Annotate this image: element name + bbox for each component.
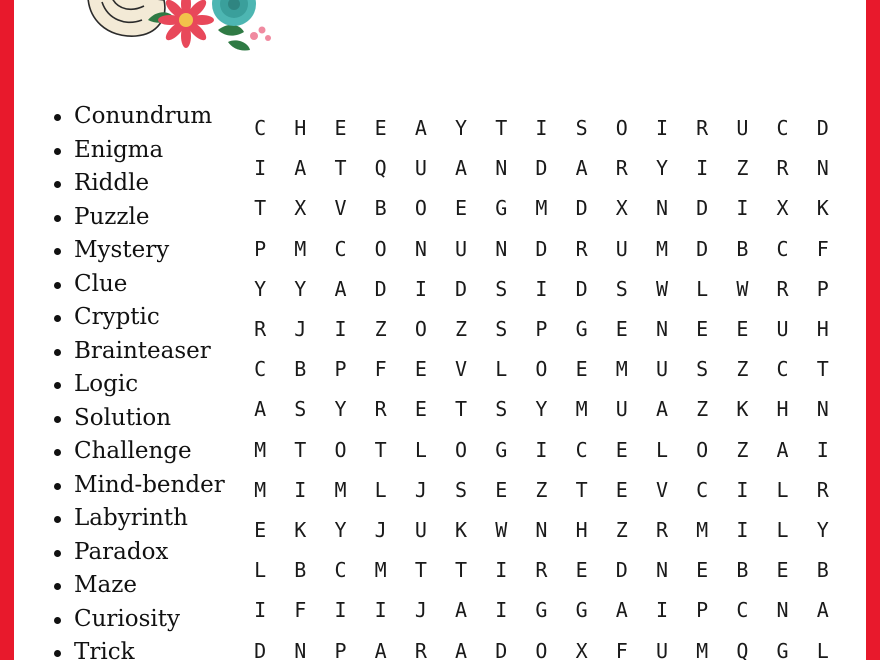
grid-letter[interactable]: A bbox=[776, 437, 789, 462]
grid-letter[interactable]: Y bbox=[254, 276, 267, 301]
grid-letter[interactable]: D bbox=[535, 236, 548, 261]
grid-letter[interactable]: B bbox=[736, 236, 749, 261]
grid-letter[interactable]: C bbox=[254, 116, 267, 141]
grid-letter[interactable]: E bbox=[615, 477, 628, 502]
grid-letter[interactable]: Z bbox=[736, 357, 749, 382]
grid-letter[interactable]: I bbox=[816, 437, 829, 462]
grid-letter[interactable]: F bbox=[294, 598, 307, 623]
grid-letter[interactable]: S bbox=[615, 276, 628, 301]
grid-letter[interactable]: G bbox=[776, 638, 789, 660]
grid-letter[interactable]: N bbox=[655, 558, 668, 583]
grid-letter[interactable]: S bbox=[575, 116, 588, 141]
grid-letter[interactable]: Z bbox=[696, 397, 709, 422]
grid-letter[interactable]: E bbox=[736, 317, 749, 342]
grid-letter[interactable]: B bbox=[736, 558, 749, 583]
grid-letter[interactable]: T bbox=[294, 437, 307, 462]
grid-letter[interactable]: O bbox=[535, 638, 548, 660]
grid-letter[interactable]: B bbox=[816, 558, 829, 583]
grid-letter[interactable]: S bbox=[455, 477, 468, 502]
grid-letter[interactable]: T bbox=[816, 357, 829, 382]
word-list-item: Trick bbox=[52, 636, 225, 660]
grid-letter[interactable]: M bbox=[254, 477, 267, 502]
word-list-item: Mystery bbox=[52, 234, 225, 268]
grid-letter[interactable]: A bbox=[334, 276, 347, 301]
grid-letter[interactable]: I bbox=[495, 558, 508, 583]
grid-letter[interactable]: R bbox=[374, 397, 387, 422]
grid-letter[interactable]: V bbox=[334, 196, 347, 221]
grid-letter[interactable]: J bbox=[294, 317, 307, 342]
grid-letter[interactable]: P bbox=[334, 638, 347, 660]
grid-letter[interactable]: I bbox=[736, 477, 749, 502]
grid-letter[interactable]: A bbox=[254, 397, 267, 422]
grid-letter[interactable]: B bbox=[294, 357, 307, 382]
grid-letter[interactable]: R bbox=[575, 236, 588, 261]
grid-letter[interactable]: E bbox=[334, 116, 347, 141]
grid-letter[interactable]: S bbox=[696, 357, 709, 382]
grid-letter[interactable]: C bbox=[696, 477, 709, 502]
grid-letter[interactable]: H bbox=[575, 517, 588, 542]
grid-letter[interactable]: C bbox=[334, 236, 347, 261]
grid-letter[interactable]: U bbox=[455, 236, 468, 261]
grid-letter[interactable]: X bbox=[776, 196, 789, 221]
grid-letter[interactable]: S bbox=[495, 276, 508, 301]
grid-letter[interactable]: E bbox=[414, 397, 427, 422]
word-list bbox=[52, 100, 225, 660]
grid-letter[interactable]: C bbox=[776, 236, 789, 261]
grid-letter[interactable]: O bbox=[414, 196, 427, 221]
grid-letter[interactable]: I bbox=[294, 477, 307, 502]
word-list-item: Puzzle bbox=[52, 201, 225, 235]
grid-letter[interactable]: R bbox=[696, 116, 709, 141]
word-list-item: Paradox bbox=[52, 536, 225, 570]
grid-letter[interactable]: J bbox=[374, 517, 387, 542]
grid-letter[interactable]: M bbox=[254, 437, 267, 462]
grid-letter[interactable]: O bbox=[414, 317, 427, 342]
word-list-item: Challenge bbox=[52, 435, 225, 469]
grid-letter[interactable]: K bbox=[816, 196, 829, 221]
grid-letter[interactable]: T bbox=[374, 437, 387, 462]
grid-letter[interactable]: D bbox=[374, 276, 387, 301]
grid-letter[interactable]: Q bbox=[736, 638, 749, 660]
grid-letter[interactable]: P bbox=[254, 236, 267, 261]
grid-letter[interactable]: B bbox=[374, 196, 387, 221]
grid-letter[interactable]: D bbox=[615, 558, 628, 583]
word-list-item: Labyrinth bbox=[52, 502, 225, 536]
grid-letter[interactable]: I bbox=[655, 598, 668, 623]
grid-letter[interactable]: L bbox=[776, 517, 789, 542]
grid-letter[interactable]: G bbox=[495, 196, 508, 221]
grid-letter[interactable]: I bbox=[535, 437, 548, 462]
grid-letter[interactable]: X bbox=[575, 638, 588, 660]
grid-letter[interactable]: D bbox=[535, 156, 548, 181]
grid-letter[interactable]: D bbox=[575, 196, 588, 221]
grid-letter[interactable]: E bbox=[575, 558, 588, 583]
grid-letter[interactable]: I bbox=[254, 156, 267, 181]
grid-letter[interactable]: M bbox=[575, 397, 588, 422]
grid-letter[interactable]: U bbox=[615, 236, 628, 261]
grid-letter[interactable]: A bbox=[455, 156, 468, 181]
grid-letter[interactable]: C bbox=[776, 116, 789, 141]
grid-letter[interactable]: I bbox=[495, 598, 508, 623]
grid-letter[interactable]: R bbox=[655, 517, 668, 542]
grid-letter[interactable]: C bbox=[254, 357, 267, 382]
grid-letter[interactable]: I bbox=[535, 116, 548, 141]
grid-letter[interactable]: I bbox=[334, 317, 347, 342]
flower-bouquet-illustration bbox=[78, 0, 278, 60]
grid-letter[interactable]: Y bbox=[816, 517, 829, 542]
grid-letter[interactable]: L bbox=[414, 437, 427, 462]
grid-letter[interactable]: Y bbox=[334, 397, 347, 422]
grid-letter[interactable]: C bbox=[334, 558, 347, 583]
grid-letter[interactable]: M bbox=[655, 236, 668, 261]
grid-letter[interactable]: W bbox=[495, 517, 508, 542]
grid-letter[interactable]: E bbox=[414, 357, 427, 382]
word-list-item: Logic bbox=[52, 368, 225, 402]
word-list-item: Curiosity bbox=[52, 603, 225, 637]
grid-letter[interactable]: V bbox=[655, 477, 668, 502]
grid-letter[interactable]: B bbox=[294, 558, 307, 583]
grid-letter[interactable]: D bbox=[495, 638, 508, 660]
grid-letter[interactable]: P bbox=[816, 276, 829, 301]
grid-letter[interactable]: A bbox=[655, 397, 668, 422]
grid-letter[interactable]: T bbox=[455, 558, 468, 583]
grid-letter[interactable]: U bbox=[655, 638, 668, 660]
grid-letter[interactable]: U bbox=[414, 517, 427, 542]
grid-letter[interactable]: O bbox=[455, 437, 468, 462]
grid-letter[interactable]: R bbox=[816, 477, 829, 502]
grid-letter[interactable]: C bbox=[575, 437, 588, 462]
grid-letter[interactable]: M bbox=[374, 558, 387, 583]
grid-letter[interactable]: W bbox=[736, 276, 749, 301]
grid-letter[interactable]: D bbox=[575, 276, 588, 301]
grid-letter[interactable]: E bbox=[776, 558, 789, 583]
grid-letter[interactable]: N bbox=[535, 517, 548, 542]
grid-letter[interactable]: M bbox=[294, 236, 307, 261]
grid-letter[interactable]: L bbox=[374, 477, 387, 502]
grid-letter[interactable]: U bbox=[736, 116, 749, 141]
grid-letter[interactable]: W bbox=[655, 276, 668, 301]
grid-letter[interactable]: Y bbox=[455, 116, 468, 141]
grid-letter[interactable]: K bbox=[455, 517, 468, 542]
grid-letter[interactable]: T bbox=[414, 558, 427, 583]
grid-letter[interactable]: Z bbox=[615, 517, 628, 542]
grid-letter[interactable]: I bbox=[736, 517, 749, 542]
grid-letter[interactable]: V bbox=[455, 357, 468, 382]
grid-letter[interactable]: A bbox=[455, 598, 468, 623]
grid-letter[interactable]: T bbox=[334, 156, 347, 181]
grid-letter[interactable]: Q bbox=[374, 156, 387, 181]
grid-letter[interactable]: Z bbox=[736, 156, 749, 181]
grid-letter[interactable]: A bbox=[816, 598, 829, 623]
word-list-item: Enigma bbox=[52, 134, 225, 168]
grid-letter[interactable]: N bbox=[294, 638, 307, 660]
word-list-item: Conundrum bbox=[52, 100, 225, 134]
grid-letter[interactable]: U bbox=[655, 357, 668, 382]
grid-letter[interactable]: M bbox=[696, 638, 709, 660]
grid-letter[interactable]: Z bbox=[736, 437, 749, 462]
grid-letter[interactable]: H bbox=[294, 116, 307, 141]
grid-letter[interactable]: E bbox=[615, 317, 628, 342]
word-list-item: Clue bbox=[52, 268, 225, 302]
grid-letter[interactable]: L bbox=[696, 276, 709, 301]
grid-letter[interactable]: O bbox=[334, 437, 347, 462]
grid-letter[interactable]: N bbox=[816, 156, 829, 181]
grid-letter[interactable]: T bbox=[455, 397, 468, 422]
grid-letter[interactable]: A bbox=[615, 598, 628, 623]
word-list-item: Cryptic bbox=[52, 301, 225, 335]
grid-letter[interactable]: Z bbox=[535, 477, 548, 502]
grid-letter[interactable]: X bbox=[615, 196, 628, 221]
grid-letter[interactable]: X bbox=[294, 196, 307, 221]
grid-letter[interactable]: J bbox=[414, 477, 427, 502]
grid-letter[interactable]: A bbox=[294, 156, 307, 181]
grid-letter[interactable]: M bbox=[615, 357, 628, 382]
grid-letter[interactable]: H bbox=[776, 397, 789, 422]
grid-letter[interactable]: R bbox=[254, 317, 267, 342]
grid-letter[interactable]: F bbox=[374, 357, 387, 382]
grid-letter[interactable]: A bbox=[575, 156, 588, 181]
grid-letter[interactable]: T bbox=[575, 477, 588, 502]
grid-letter[interactable]: Y bbox=[655, 156, 668, 181]
grid-letter[interactable]: P bbox=[535, 317, 548, 342]
grid-letter[interactable]: N bbox=[816, 397, 829, 422]
grid-letter[interactable]: R bbox=[535, 558, 548, 583]
grid-letter[interactable]: F bbox=[816, 236, 829, 261]
grid-letter[interactable]: E bbox=[495, 477, 508, 502]
grid-letter[interactable]: S bbox=[294, 397, 307, 422]
grid-letter[interactable]: S bbox=[495, 397, 508, 422]
grid-letter[interactable]: E bbox=[254, 517, 267, 542]
grid-letter[interactable]: A bbox=[414, 116, 427, 141]
grid-letter[interactable]: P bbox=[696, 598, 709, 623]
grid-letter[interactable]: I bbox=[736, 196, 749, 221]
grid-letter[interactable]: I bbox=[655, 116, 668, 141]
worksheet bbox=[14, 0, 866, 660]
grid-letter[interactable]: D bbox=[696, 196, 709, 221]
grid-letter[interactable]: N bbox=[495, 236, 508, 261]
grid-letter[interactable]: O bbox=[535, 357, 548, 382]
grid-letter[interactable]: Z bbox=[374, 317, 387, 342]
grid-letter[interactable]: I bbox=[334, 598, 347, 623]
grid-letter[interactable]: E bbox=[575, 357, 588, 382]
grid-letter[interactable]: N bbox=[414, 236, 427, 261]
word-list-item: Solution bbox=[52, 402, 225, 436]
grid-letter[interactable]: I bbox=[374, 598, 387, 623]
grid-letter[interactable]: M bbox=[535, 196, 548, 221]
grid-letter[interactable]: J bbox=[414, 598, 427, 623]
grid-letter[interactable]: L bbox=[816, 638, 829, 660]
grid-letter[interactable]: L bbox=[655, 437, 668, 462]
grid-letter[interactable]: I bbox=[414, 276, 427, 301]
grid-letter[interactable]: Y bbox=[294, 276, 307, 301]
grid-letter[interactable]: E bbox=[615, 437, 628, 462]
grid-letter[interactable]: G bbox=[535, 598, 548, 623]
grid-letter[interactable]: A bbox=[455, 638, 468, 660]
letter-grid bbox=[240, 108, 843, 660]
word-list-item: Mind-bender bbox=[52, 469, 225, 503]
grid-letter[interactable]: R bbox=[414, 638, 427, 660]
grid-letter[interactable]: Y bbox=[334, 517, 347, 542]
word-list-item: Maze bbox=[52, 569, 225, 603]
grid-letter[interactable]: I bbox=[696, 156, 709, 181]
grid-letter[interactable]: N bbox=[495, 156, 508, 181]
grid-letter[interactable]: N bbox=[655, 317, 668, 342]
grid-letter[interactable]: H bbox=[816, 317, 829, 342]
grid-letter[interactable]: M bbox=[334, 477, 347, 502]
grid-letter[interactable]: Z bbox=[455, 317, 468, 342]
grid-letter[interactable]: E bbox=[374, 116, 387, 141]
grid-letter[interactable]: M bbox=[696, 517, 709, 542]
grid-letter[interactable]: L bbox=[254, 558, 267, 583]
grid-letter[interactable]: P bbox=[334, 357, 347, 382]
grid-letter[interactable]: E bbox=[696, 317, 709, 342]
grid-letter[interactable]: U bbox=[615, 397, 628, 422]
grid-letter[interactable]: U bbox=[776, 317, 789, 342]
grid-letter[interactable]: K bbox=[736, 397, 749, 422]
grid-letter[interactable]: N bbox=[655, 196, 668, 221]
grid-letter[interactable]: I bbox=[254, 598, 267, 623]
word-list-item: Brainteaser bbox=[52, 335, 225, 369]
grid-letter[interactable]: G bbox=[575, 598, 588, 623]
grid-letter[interactable]: D bbox=[816, 116, 829, 141]
grid-letter[interactable]: D bbox=[254, 638, 267, 660]
grid-letter[interactable]: T bbox=[495, 116, 508, 141]
grid-letter[interactable]: G bbox=[575, 317, 588, 342]
grid-letter[interactable]: K bbox=[294, 517, 307, 542]
grid-letter[interactable]: D bbox=[696, 236, 709, 261]
grid-letter[interactable]: D bbox=[455, 276, 468, 301]
grid-letter[interactable]: R bbox=[776, 276, 789, 301]
grid-letter[interactable]: E bbox=[696, 558, 709, 583]
grid-letter[interactable]: O bbox=[615, 116, 628, 141]
grid-letter[interactable]: U bbox=[414, 156, 427, 181]
grid-letter[interactable]: O bbox=[374, 236, 387, 261]
grid-letter[interactable]: A bbox=[374, 638, 387, 660]
grid-letter[interactable]: I bbox=[535, 276, 548, 301]
grid-letter[interactable]: N bbox=[776, 598, 789, 623]
grid-letter[interactable]: O bbox=[696, 437, 709, 462]
grid-letter[interactable]: R bbox=[776, 156, 789, 181]
grid-letter[interactable]: R bbox=[615, 156, 628, 181]
grid-letter[interactable]: G bbox=[495, 437, 508, 462]
grid-letter[interactable]: E bbox=[455, 196, 468, 221]
grid-letter[interactable]: Y bbox=[535, 397, 548, 422]
grid-letter[interactable]: S bbox=[495, 317, 508, 342]
grid-letter[interactable]: T bbox=[254, 196, 267, 221]
grid-letter[interactable]: F bbox=[615, 638, 628, 660]
grid-letter[interactable]: L bbox=[495, 357, 508, 382]
grid-letter[interactable]: L bbox=[776, 477, 789, 502]
word-list-item: Riddle bbox=[52, 167, 225, 201]
grid-letter[interactable]: C bbox=[736, 598, 749, 623]
grid-letter[interactable]: C bbox=[776, 357, 789, 382]
